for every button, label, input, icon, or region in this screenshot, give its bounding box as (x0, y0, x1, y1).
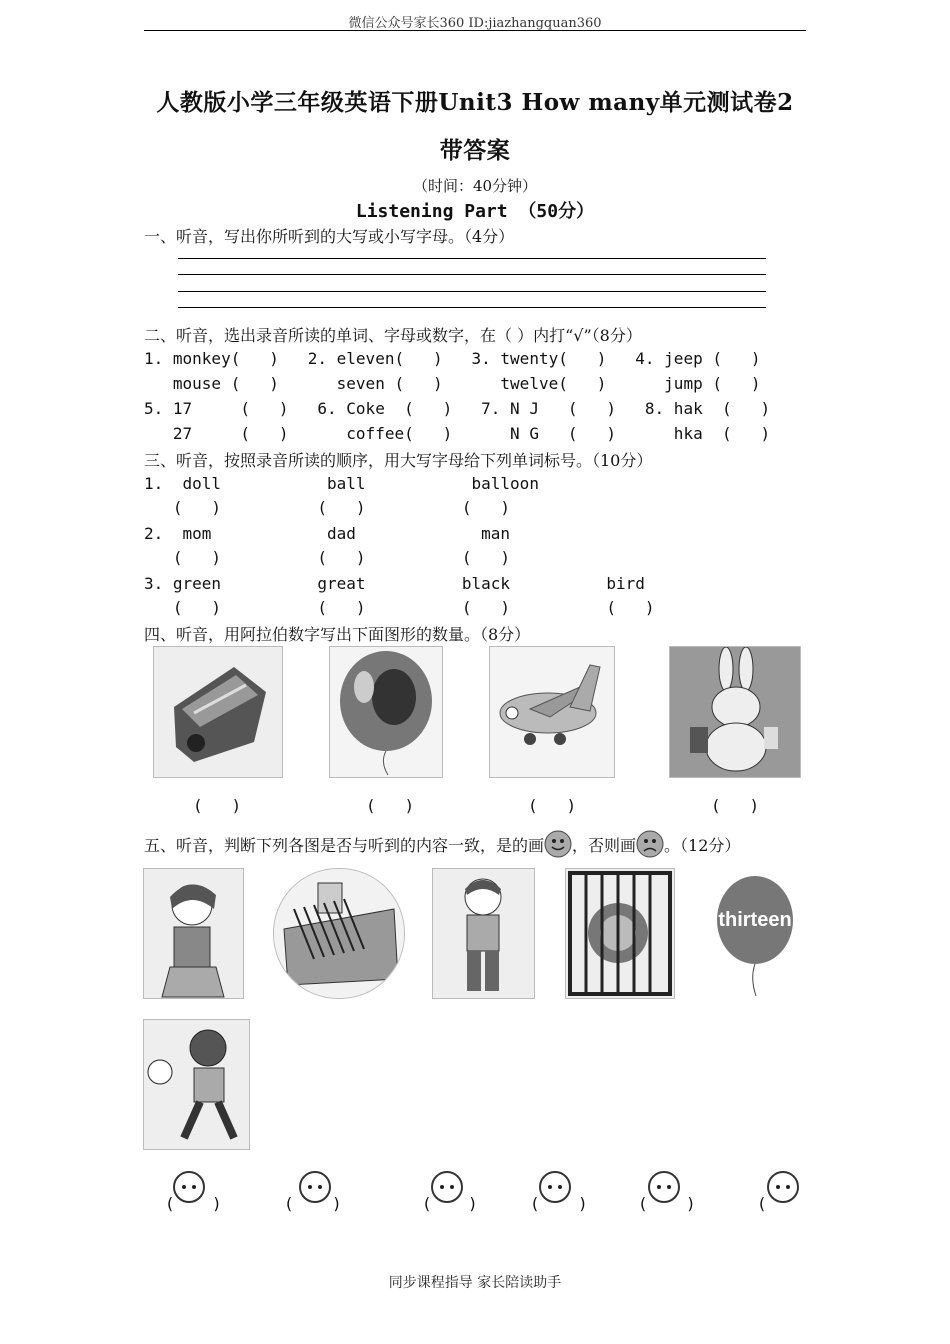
sec3-row-6: ( ) ( ) ( ) ( ) (144, 598, 655, 617)
sec2-row-3: 5. 17 ( ) 6. Coke ( ) 7. N J ( ) 8. hak ( ) (144, 399, 771, 418)
sec1-heading: 一、听音，写出你所听到的大写或小写字母。（4分） (144, 227, 515, 246)
sec5-paren-open-4: ( (530, 1194, 540, 1213)
sec5-paren-close-2: ) (332, 1194, 342, 1213)
plane-picture (489, 646, 615, 778)
sec5-heading-b: ，否则画 (572, 835, 637, 855)
sec4-heading: 四、听音，用阿拉伯数字写出下面图形的数量。（8分） (144, 625, 531, 644)
part-heading: Listening Part （50分） (355, 201, 595, 222)
sec4-answer-2: ( ) (366, 796, 415, 815)
writing-line-1 (178, 258, 766, 259)
sec5-paren-open-6: ( (757, 1194, 767, 1213)
sec2-heading-b: ”（8分） (583, 326, 642, 345)
sec2-row-2: mouse ( ) seven ( ) twelve( ) jump ( ) (144, 374, 761, 393)
boy-football-picture (143, 1019, 250, 1150)
title-line-2: 带答案 (439, 137, 511, 164)
sec3-heading: 三、听音，按照录音所读的顺序，用大写字母给下列单词标号。（10分） (144, 451, 653, 470)
header-rule (144, 30, 806, 31)
sec5-heading (144, 830, 740, 858)
blank-face-icon (298, 1170, 332, 1204)
writing-line-4 (178, 307, 766, 308)
sec5-paren-close-3: ) (468, 1194, 478, 1213)
sec5-paren-close-4: ) (578, 1194, 588, 1213)
blank-face-icon (430, 1170, 464, 1204)
sec5-paren-open-3: ( (422, 1194, 432, 1213)
sec3-row-5: 3. green great black bird (144, 574, 645, 593)
blank-face-icon (172, 1170, 206, 1204)
girl-picture (143, 868, 244, 999)
page-footer: 同步课程指导 家长陪读助手 (388, 1275, 562, 1291)
sec4-answer-4: ( ) (711, 796, 760, 815)
sec5-paren-open-5: ( (638, 1194, 648, 1213)
check-mark: √ (573, 326, 584, 345)
sec4-answer-3: ( ) (528, 796, 577, 815)
blank-face-icon (766, 1170, 800, 1204)
sec5-paren-open-2: ( (284, 1194, 294, 1213)
sec3-row-3: 2. mom dad man (144, 524, 511, 543)
pencils-picture (273, 868, 405, 999)
lion-cage-picture (565, 868, 675, 999)
sec3-row-2: ( ) ( ) ( ) (144, 498, 511, 517)
smiley-face-icon (544, 830, 572, 858)
sec2-row-1: 1. monkey( ) 2. eleven( ) 3. twenty( ) 4. jeep ( ) (144, 349, 761, 368)
sec5-paren-open-1: ( (165, 1194, 175, 1213)
sec3-row-4: ( ) ( ) ( ) (144, 548, 511, 567)
blank-face-icon (538, 1170, 572, 1204)
title-line-1: 人教版小学三年级英语下册Unit3 How many单元测试卷2 (156, 89, 794, 116)
sharpener-picture (153, 646, 283, 778)
balloon-label: thirteen (718, 909, 792, 931)
writing-line-3 (178, 291, 766, 292)
sec5-paren-close-5: ) (686, 1194, 696, 1213)
sec4-answer-1: ( ) (193, 796, 242, 815)
sec2-row-4: 27 ( ) coffee( ) N G ( ) hka ( ) (144, 424, 771, 443)
balloon-thirteen-picture (710, 868, 800, 997)
sec3-row-1: 1. doll ball balloon (144, 474, 539, 493)
boy-picture (432, 868, 535, 999)
sec5-heading-c: 。（12分） (664, 835, 741, 855)
time-note: （时间：40分钟） (412, 177, 538, 195)
page-header: 微信公众号家长360 ID:jiazhangquan360 (348, 16, 602, 31)
sec2-heading (144, 323, 642, 346)
sec5-paren-close-1: ) (212, 1194, 222, 1213)
balloon-picture (329, 646, 443, 778)
sad-face-icon (636, 830, 664, 858)
sec5-heading-a: 五、听音，判断下列各图是否与听到的内容一致，是的画 (144, 835, 545, 855)
rabbit-picture (669, 646, 801, 778)
sec2-heading-a: 二、听音，选出录音所读的单词、字母或数字，在（ ）内打“ (144, 326, 574, 345)
writing-line-2 (178, 274, 766, 275)
blank-face-icon (647, 1170, 681, 1204)
